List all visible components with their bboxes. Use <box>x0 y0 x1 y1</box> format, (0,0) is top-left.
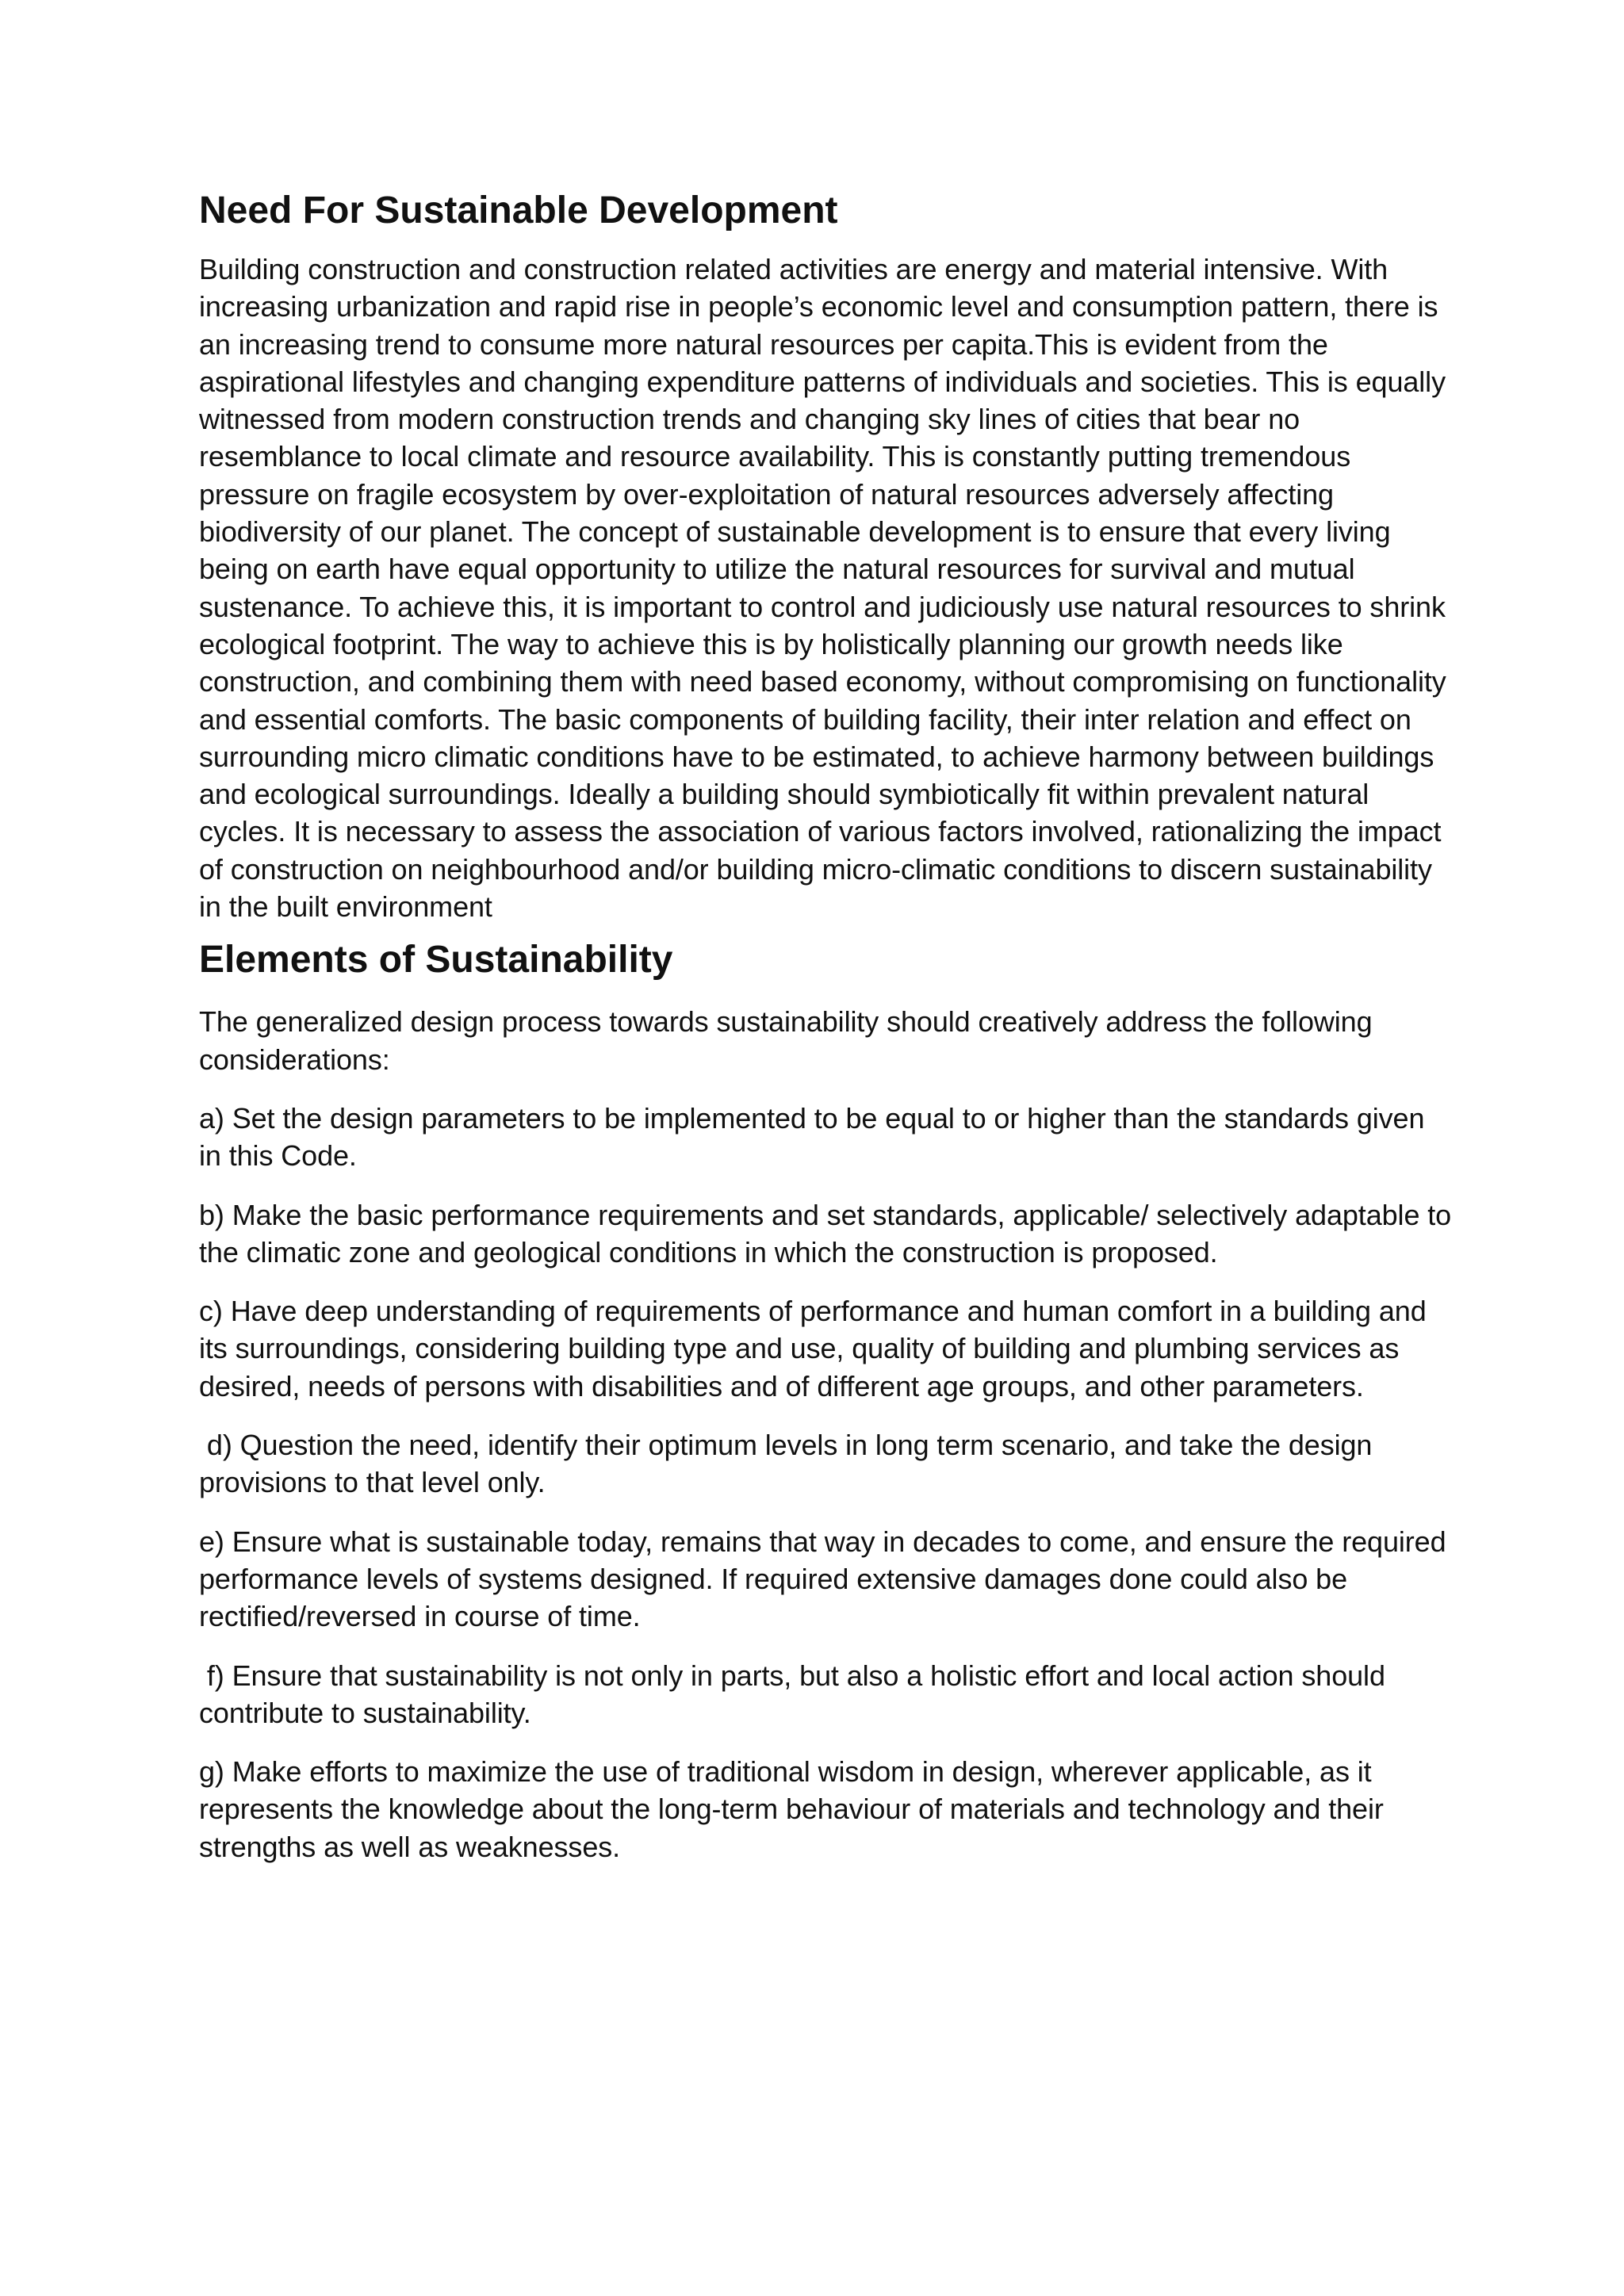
list-item-e: e) Ensure what is sustainable today, remains that way in decades to come, and ensure the required performance levels of systems designed. If required extensive damages done could also be rectified/reversed in course of time. <box>199 1525 1509 1633</box>
body-paragraph: Building construction and construction related activities are energy and material intensive. With increasing urbanization and rapid rise in people’s economic level and consumption pattern, there is an increasing trend to consume more natural resources per capita.This is evident from the aspirational lifestyles and changing expenditure patterns of individuals and societies. This is equally witnessed from modern construction trends and changing sky lines of cities that bear no resemblance to local climate and resource availability. This is constantly putting tremendous pressure on fragile ecosystem by over-exploitation of natural resources adversely affecting biodiversity of our planet. The concept of sustainable development is to ensure that every living being on earth have equal opportunity to utilize the natural resources for survival and mutual sustenance. To achieve this, it is important to control and judiciously use natural resources to shrink ecological footprint. The way to achieve this is by holistically planning our growth needs like construction, and combining them with need based economy, without compromising on functionality and essential comforts. The basic components of building facility, their inter relation and effect on surrounding micro climatic conditions have to be estimated, to achieve harmony between buildings and ecological surroundings. Ideally a building should symbiotically fit within prevalent natural cycles. It is necessary to assess the association of various factors involved, rationalizing the impact of construction on neighbourhood and/or building micro-climatic conditions to discern sustainability in the built environment <box>199 253 1446 924</box>
section-title-elements-of-sustainability: Elements of Sustainability <box>199 939 673 982</box>
list-item-b: b) Make the basic performance requirements and set standards, applicable/ selectively adaptable to the climatic zone and geological conditions in which the construction is proposed. <box>199 1198 1452 1269</box>
list-item-g: g) Make efforts to maximize the use of traditional wisdom in design, wherever applicable, as it represents the knowledge about the long-term behaviour of materials and technology and their strengths as well as weaknesses. <box>199 1755 1384 1863</box>
list-item-f: f) Ensure that sustainability is not only in parts, but also a holistic effort and local action should contribute to sustainability. <box>199 1659 1393 1729</box>
section-title-sustainable-development: Need For Sustainable Development <box>199 189 838 232</box>
document-page <box>199 187 1509 1866</box>
list-item-a: a) Set the design parameters to be implemented to be equal to or higher than the standards given in this Code. <box>199 1101 1425 1173</box>
list-item-c: c) Have deep understanding of requirements of performance and human comfort in a building and its surroundings, considering building type and use, quality of building and plumbing services as desired, needs of persons with disabilities and of different age groups, and other parameters. <box>199 1295 1427 1402</box>
list-item-d: d) Question the need, identify their optimum levels in long term scenario, and take the design provisions to that level only. <box>199 1429 1381 1499</box>
lead-paragraph: The generalized design process towards sustainability should creatively address the following considerations: <box>199 1005 1373 1076</box>
